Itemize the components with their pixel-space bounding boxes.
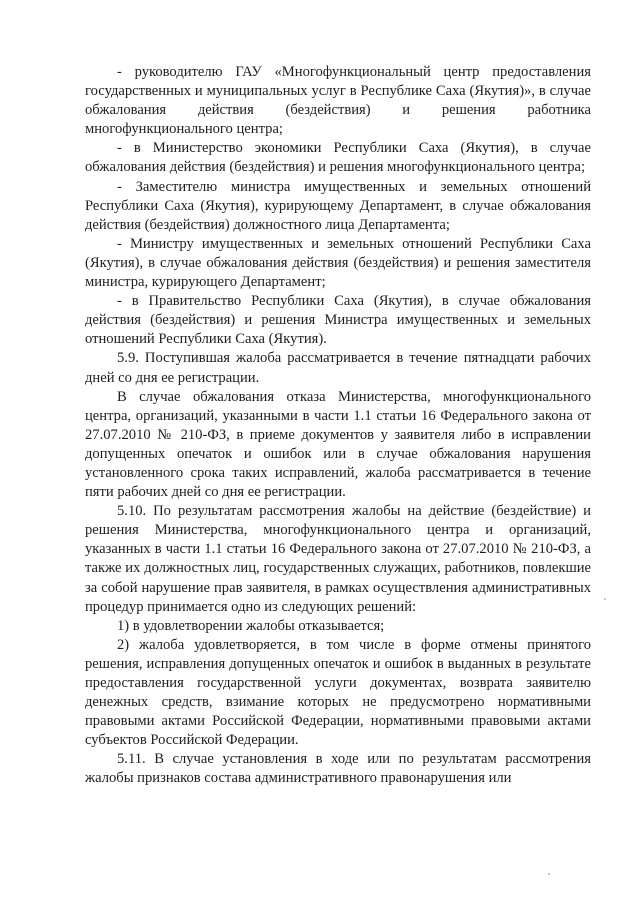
paragraph-refusal-appeal: В случае обжалования отказа Министерства, многофункционального центра, организаций, указанными в части 1.1 статьи 16 Федерального закона от 27.07.2010 № 210-ФЗ, в приеме документов у заявителя либо в исправлении допущенных опечаток и ошибок или в случае обжалования нарушения установленного срока таких исправлений, жалоба рассматривается в течение пяти рабочих дней со дня ее регистрации. [85,388,591,501]
scan-speck-mark [604,598,606,600]
paragraph-5-9: 5.9. Поступившая жалоба рассматривается в течение пятнадцати рабочих дней со дня ее регистрации. [85,350,591,386]
paragraph-minister: - Министру имущественных и земельных отношений Республики Саха (Якутия), в случае обжалования действия (бездействия) и решения заместителя министра, курирующего Департамент; [85,235,591,291]
paragraph-5-10: 5.10. По результатам рассмотрения жалобы на действие (бездействие) и решения Министерства, многофункционального центра и организаций, указанных в части 1.1 статьи 16 Федерального закона от 27.07.2010 № 210-ФЗ, а также их должностных лиц, государственных служащих, работников, повлекшие за собой нарушение прав заявителя, в рамках осуществления административных процедур принимается одно из следующих решений: [85,503,591,615]
scan-speck-mark [548,873,550,875]
paragraph-ministry-economy: - в Министерство экономики Республики Саха (Якутия), в случае обжалования действия (бездействия) и решения многофункционального центра; [85,140,591,176]
paragraph-mfc-head: - руководителю ГАУ «Многофункциональный центр предоставления государственных и муниципальных услуг в Республике Саха (Якутия)», в случае обжалования действия (бездействия) и решения работника многофункционального центра; [85,64,591,138]
paragraph-5-11: 5.11. В случае установления в ходе или по результатам рассмотрения жалобы признаков состава административного правонарушения или [85,751,591,787]
paragraph-government: - в Правительство Республики Саха (Якутия), в случае обжалования действия (бездействия) и решения Министра имущественных и земельных отношений Республики Саха (Якутия). [85,293,591,348]
paragraph-deputy-minister: - Заместителю министра имущественных и земельных отношений Республики Саха (Якутия), курирующему Департамент, в случае обжалования действия (бездействия) должностного лица Департамента; [85,178,591,233]
document-body [85,63,591,789]
paragraph-decision-2: 2) жалоба удовлетворяется, в том числе в форме отмены принятого решения, исправления допущенных опечаток и ошибок в выданных в результате предоставления государственной услуги документах, возврата заявителю денежных средств, взимание которых не предусмотрено нормативными правовыми актами Российской Федерации, нормативными правовыми актами субъектов Российской Федерации. [85,636,591,749]
paragraph-decision-1: 1) в удовлетворении жалобы отказывается; [117,617,385,634]
